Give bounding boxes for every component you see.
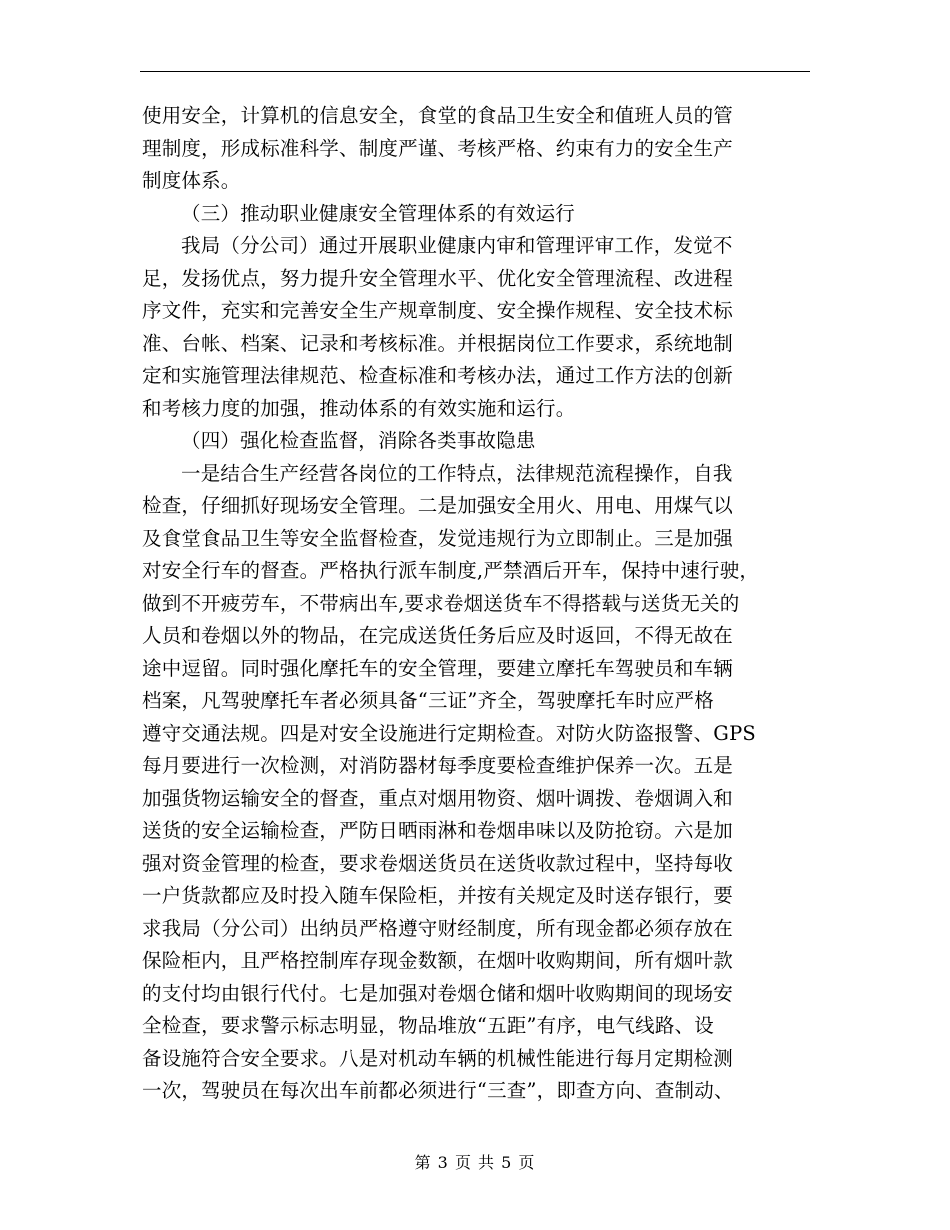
document-body — [142, 100, 812, 1108]
text-line: 送货的安全运输检查，严防日晒雨淋和卷烟串味以及防抢窃。六是加 — [142, 819, 734, 842]
text-line: 对安全行车的督查。严格执行派车制度,严禁酒后开车，保持中速行驶， — [142, 559, 760, 582]
text-line: 足，发扬优点，努力提升安全管理水平、优化安全管理流程、改进程 — [142, 266, 734, 290]
text-line: 和考核力度的加强，推动体系的有效实施和运行。 — [142, 396, 576, 420]
text-line: 档案，凡驾驶摩托车者必须具备“三证”齐全，驾驶摩托车时应严格 — [142, 689, 714, 712]
text-line: 及食堂食品卫生等安全监督检查，发觉违规行为立即制止。三是加强 — [142, 526, 734, 550]
text-line: 备设施符合安全要求。八是对机动车辆的机械性能进行每月定期检测 — [142, 1046, 734, 1070]
text-line: 每月要进行一次检测，对消防器材每季度要检查维护保养一次。五是 — [142, 754, 734, 777]
text-line: 一是结合生产经营各岗位的工作特点，法律规范流程操作，自我 — [181, 461, 733, 485]
text-line: 人员和卷烟以外的物品，在完成送货任务后应及时返回，不得无故在 — [142, 624, 734, 647]
text-line: 保险柜内，且严格控制库存现金数额，在烟叶收购期间，所有烟叶款 — [142, 949, 734, 972]
text-line: 遵守交通法规。四是对安全设施进行定期检查。对防火防盗报警、GPS — [142, 721, 756, 745]
text-line: 制度体系。 — [142, 169, 241, 192]
text-line: 加强货物运输安全的督查，重点对烟用物资、烟叶调拨、卷烟调入和 — [142, 786, 734, 810]
text-line: 强对资金管理的检查，要求卷烟送货员在送货收款过程中，坚持每收 — [142, 851, 734, 875]
text-line: 使用安全，计算机的信息安全，食堂的食品卫生安全和值班人员的管 — [142, 104, 734, 127]
page-number: 第 3 页 共 5 页 — [414, 1153, 536, 1172]
text-line: 一户货款都应及时投入随车保险柜，并按有关规定及时送存银行，要 — [142, 884, 734, 907]
text-line: 途中逗留。同时强化摩托车的安全管理，要建立摩托车驾驶员和车辆 — [142, 656, 734, 680]
text-line: 检查，仔细抓好现场安全管理。二是加强安全用火、用电、用煤气以 — [142, 494, 734, 517]
text-line: 序文件，充实和完善安全生产规章制度、安全操作规程、安全技术标 — [142, 299, 734, 322]
text-line: 的支付均由银行代付。七是加强对卷烟仓储和烟叶收购期间的现场安 — [142, 981, 734, 1005]
text-line: 求我局（分公司）出纳员严格遵守财经制度，所有现金都必须存放在 — [142, 916, 734, 940]
text-line: 准、台帐、档案、记录和考核标准。并根据岗位工作要求，系统地制 — [142, 331, 734, 355]
text-line: 全检查，要求警示标志明显，物品堆放“五距”有序，电气线路、设 — [142, 1014, 714, 1037]
text-line: 我局（分公司）通过开展职业健康内审和管理评审工作，发觉不 — [181, 234, 733, 257]
text-line: （四）强化检查监督，消除各类事故隐患 — [181, 429, 536, 452]
text-line: （三）推动职业健康安全管理体系的有效运行 — [181, 201, 576, 225]
text-line: 一次，驾驶员在每次出车前都必须进行“三查”，即查方向、查制动、 — [142, 1079, 734, 1102]
text-line: 做到不开疲劳车，不带病出车,要求卷烟送货车不得搭载与送货无关的 — [142, 591, 740, 615]
text-line: 理制度，形成标准科学、制度严谨、考核严格、约束有力的安全生产 — [142, 136, 734, 160]
text-line: 定和实施管理法律规范、检查标准和考核办法，通过工作方法的创新 — [142, 364, 734, 387]
header-rule — [140, 71, 810, 72]
